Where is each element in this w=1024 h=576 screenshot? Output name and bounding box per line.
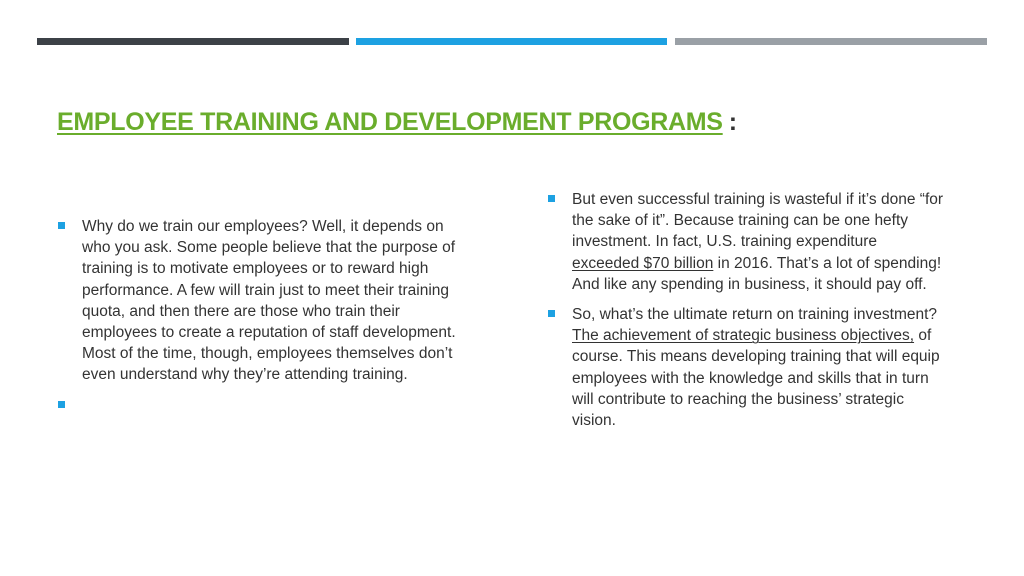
top-bar-blue xyxy=(356,38,667,45)
right-column xyxy=(548,189,948,431)
bullet-square-icon xyxy=(58,222,65,229)
bullet-square-icon xyxy=(548,310,555,317)
right-bullet-1-after: in 2016. That’s a lot of spending! And like any spending in business, it should pay off. xyxy=(572,254,942,293)
bullet-square-icon xyxy=(548,195,555,202)
bullet-square-icon xyxy=(58,401,65,408)
slide-title-colon: : xyxy=(728,108,737,136)
left-bullet-2-empty xyxy=(58,395,458,416)
top-bar-dark xyxy=(37,38,349,45)
right-bullet-2-after: of course. This means developing training that will equip employees with the knowledge and skills that in turn will contribute to reaching the business’ strategic vision. xyxy=(572,327,940,430)
left-bullet-1-text: Why do we train our employees? Well, it depends on who you ask. Some people believe that the purpose of training is to motivate employees or to reward high performance. A few will train just to meet their training quota, and then there are those who train their employees to create a reputation of staff development. Most of the time, though, employees themselves don’t even understand why they’re attending training. xyxy=(82,218,456,384)
right-bullet-1-before: But even successful training is wasteful if it’s done “for the sake of it”. Because training can be one hefty investment. In fact, U.S. training expenditure xyxy=(572,191,944,251)
top-bar-gray xyxy=(675,38,987,45)
right-bullet-1 xyxy=(548,189,948,295)
right-bullet-2-before: So, what’s the ultimate return on training investment? xyxy=(572,306,938,324)
left-column xyxy=(58,216,458,416)
slide-title xyxy=(57,108,737,137)
left-bullet-1 xyxy=(58,216,458,386)
right-bullet-2 xyxy=(548,304,948,431)
right-bullet-2-link[interactable]: The achievement of strategic business objectives, xyxy=(572,327,915,345)
slide-title-text: EMPLOYEE TRAINING AND DEVELOPMENT PROGRAMS xyxy=(57,108,723,136)
right-bullet-1-link[interactable]: exceeded $70 billion xyxy=(572,254,714,272)
